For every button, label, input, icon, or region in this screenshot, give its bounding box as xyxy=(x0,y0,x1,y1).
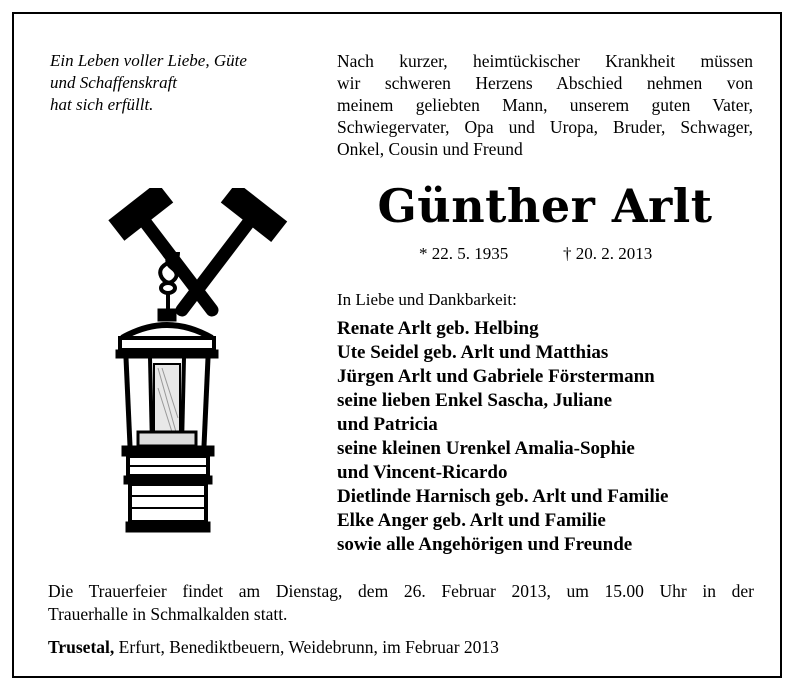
mourner-line: und Vincent-Ricardo xyxy=(337,462,508,483)
birth-date: * 22. 5. 1935 xyxy=(419,244,509,263)
service-line: Trauerhalle in Schmalkalden statt. xyxy=(48,604,288,624)
mourner-line: Elke Anger geb. Arlt und Familie xyxy=(337,510,606,531)
places-rest: Erfurt, Benediktbeuern, Weidebrunn, im Februar 2013 xyxy=(118,637,499,657)
thanks-line: In Liebe und Dankbarkeit: xyxy=(337,290,517,309)
mourner-line: seine kleinen Urenkel Amalia-Sophie xyxy=(337,438,635,459)
mourner-line: Renate Arlt geb. Helbing xyxy=(337,318,539,339)
intro-text xyxy=(337,50,753,160)
service-line: Die Trauerfeier findet am Dienstag, dem 26. Februar 2013, um 15.00 Uhr in der xyxy=(48,581,754,601)
mourner-line: Jürgen Arlt und Gabriele Förstermann xyxy=(337,366,655,387)
places-line xyxy=(48,636,499,658)
mourner-line: sowie alle Angehörigen und Freunde xyxy=(337,534,633,555)
miners-lamp-icon xyxy=(116,309,218,532)
mourner-line: Dietlinde Harnisch geb. Arlt und Familie xyxy=(337,486,669,507)
mourner-line: Ute Seidel geb. Arlt und Matthias xyxy=(337,342,609,363)
intro-line: wir schweren Herzens Abschied nehmen von xyxy=(337,73,753,93)
death-date: † 20. 2. 2013 xyxy=(563,244,653,263)
miners-lamp-hammer-and-pick-icon xyxy=(100,188,300,553)
funeral-service-info xyxy=(48,580,754,626)
mourner-line: und Patricia xyxy=(337,414,438,435)
intro-line: Nach kurzer, heimtückischer Krankheit müssen xyxy=(337,51,753,71)
motto-line: und Schaffenskraft xyxy=(50,73,178,92)
intro-line: Onkel, Cousin und Freund xyxy=(337,139,523,159)
deceased-name: Günther Arlt xyxy=(377,179,713,233)
motto-line: Ein Leben voller Liebe, Güte xyxy=(50,51,247,70)
places-town: Trusetal, xyxy=(48,637,115,657)
mourners-list xyxy=(337,317,757,557)
mourner-line: seine lieben Enkel Sascha, Juliane xyxy=(337,390,613,411)
motto xyxy=(50,50,310,116)
motto-line: hat sich erfüllt. xyxy=(50,95,154,114)
intro-line: meinem geliebten Mann, unserem guten Vater, xyxy=(337,95,753,115)
hammer-and-pick-icon xyxy=(108,188,287,310)
intro-line: Schwiegervater, Opa und Uropa, Bruder, Schwager, xyxy=(337,117,753,137)
